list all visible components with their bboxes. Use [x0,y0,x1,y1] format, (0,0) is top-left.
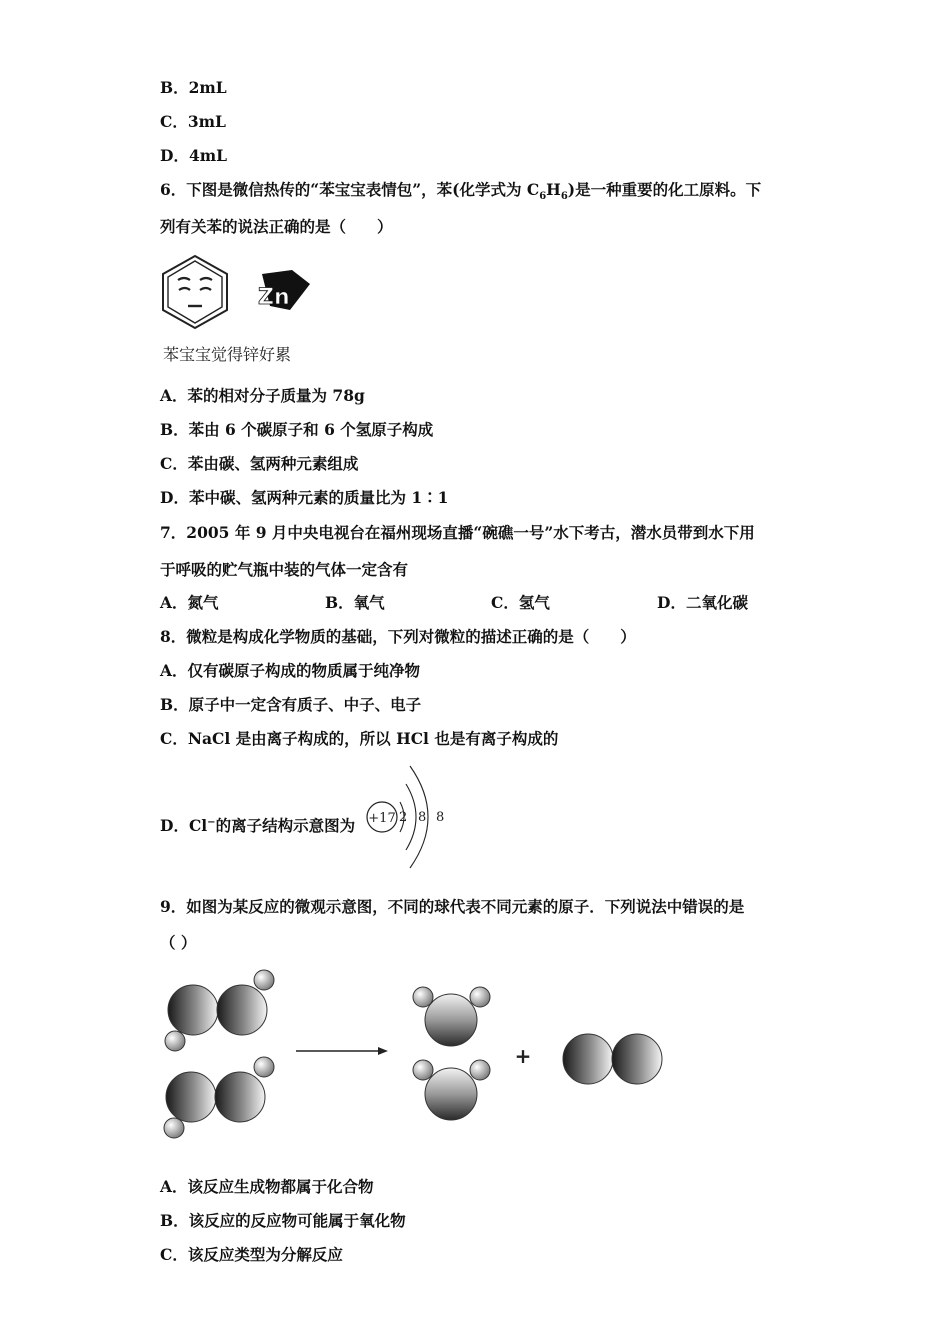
large-atom [215,1072,265,1122]
right-eye [200,288,211,290]
small-atom [254,1057,274,1077]
q6-stem-line2: 列有关苯的说法正确的是（ ） [160,217,393,236]
right-eyebrow [200,278,212,280]
q6-option-c: C．苯由碳、氢两种元素组成 [160,454,359,473]
product-molecule-2 [413,1060,490,1120]
product-molecule-diatomic [563,1034,662,1084]
q6-sub-c: 6 [539,191,547,203]
small-atom [254,970,274,990]
q6-stem-prefix: 6．下图是微信热传的“苯宝宝表情包”，苯(化学式为 C [160,180,540,199]
q8-option-c: C．NaCl 是由离子构成的，所以 HCl 也是有离子构成的 [160,729,559,748]
q8-option-d [160,813,355,836]
q8-option-d-suffix: 的离子结构示意图为 [215,816,356,836]
benzene-image-caption: 苯宝宝觉得锌好累 [163,345,292,364]
q6-sub-h: 6 [560,191,568,203]
q9-stem-line1: 9．如图为某反应的微观示意图，不同的球代表不同元素的原子．下列说法中错误的是 [160,897,745,916]
left-eyebrow [178,278,190,280]
large-atom [425,1068,477,1120]
q8-stem: 8．微粒是构成化学物质的基础，下列对微粒的描述正确的是（ ） [160,627,636,646]
q8-option-a: A．仅有碳原子构成的物质属于纯净物 [160,661,421,680]
large-atom [563,1034,613,1084]
q7-option-c: C．氢气 [491,593,550,612]
large-atom [217,985,267,1035]
left-eye [179,288,190,290]
reaction-arrow [296,1047,388,1055]
q6-option-a: A．苯的相对分子质量为 78g [160,386,365,405]
q9-option-c: C．该反应类型为分解反应 [160,1245,343,1264]
reactant-molecule-2 [164,1057,274,1138]
q5-option-d: D．4mL [160,146,228,165]
q7-stem-line2: 于呼吸的贮气瓶中装的气体一定含有 [160,560,409,579]
q8-option-d-prefix: D．Cl [160,816,208,836]
q9-option-a: A．该反应生成物都属于化合物 [160,1177,374,1196]
q6-option-b: B．苯由 6 个碳原子和 6 个氢原子构成 [160,420,434,439]
small-atom [165,1031,185,1051]
q6-stem-mid: H [546,180,561,199]
q7-stem-line1: 7．2005 年 9 月中央电视台在福州现场直播“碗礁一号”水下考古，潜水员带到水下用 [160,523,755,542]
large-atom [168,985,218,1035]
large-atom [612,1034,662,1084]
zn-label: Zn [258,285,290,310]
q8-option-d-sup: − [207,817,216,828]
large-atom [166,1072,216,1122]
q5-option-c: C．3mL [160,112,226,131]
small-atom [164,1118,184,1138]
q9-stem-line2: （ ） [160,933,197,952]
benzene-ring-inner [168,261,222,323]
benzene-ring-outer [163,256,227,328]
shell-1-electrons: 2 [399,810,408,825]
q6-stem-line1 [160,180,761,207]
q7-option-b: B．氧气 [325,593,385,612]
reaction-micro-diagram [158,962,678,1147]
shell-3-electrons: 8 [436,810,445,825]
q7-option-a: A．氮气 [160,593,219,612]
shell-2-electrons: 8 [418,810,427,825]
large-atom [425,994,477,1046]
q8-option-b: B．原子中一定含有质子、中子、电子 [160,695,422,714]
q6-stem-suffix: )是一种重要的化工原料。下 [567,180,762,199]
small-atom [413,1060,433,1080]
electron-shell-2 [406,784,416,850]
q7-option-d: D．二氧化碳 [657,593,748,612]
reactant-molecule-1 [165,970,274,1051]
small-atom [470,1060,490,1080]
zinc-icon [252,266,312,316]
product-molecule-1 [413,987,490,1046]
q5-option-b: B．2mL [160,78,227,97]
chloride-ion-structure-diagram [364,762,454,872]
benzene-face-image [160,252,230,332]
small-atom [470,987,490,1007]
plus-sign: + [514,1044,532,1068]
q6-option-d: D．苯中碳、氢两种元素的质量比为 1∶1 [160,488,449,507]
nucleus-charge: +17 [368,811,396,826]
q9-option-b: B．该反应的反应物可能属于氧化物 [160,1211,406,1230]
